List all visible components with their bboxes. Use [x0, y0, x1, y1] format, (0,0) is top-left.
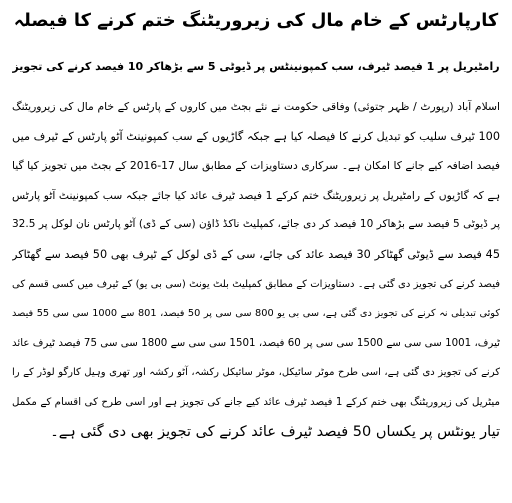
body-line: کرنے کی تجویز دی گئی ہے، اسی طرح موٹر سائیکل، موٹر سائیکل رکشہ، آٹو رکشہ اور تھری وہیل کارگو لوڈر کے را — [12, 367, 500, 379]
article-body — [12, 92, 500, 447]
body-line: ہے کہ گاڑیوں کے رامٹیریل پر زیروریٹنگ ختم کرکے 1 فیصد ٹیرف عائد کیا جائے جبکہ سب کمپونینٹ آٹو پارٹس — [12, 188, 500, 202]
body-line: میٹریل کی زیروریٹنگ بھی ختم کرکے 1 فیصد ٹیرف عائد کیے جانے کی تجویز ہے اور اسی طرح کی اقسام کے مکمل — [12, 395, 500, 408]
body-line: کوئی تبدیلی نہ کرنے کی تجویز دی گئی ہے، سی بی یو 800 سی سی پر 50 فیصد، 801 سے 1000 سی سی 55 فیصد — [12, 308, 500, 320]
body-line: تیار یونٹس پر یکساں 50 فیصد ٹیرف عائد کرنے کی تجویز بھی دی گئی ہے۔ — [50, 423, 500, 440]
body-line: ٹیرف، 1001 سی سی سے 1500 سی سی پر 60 فیصد، 1501 سی سی سے 1800 سی سی 75 فیصد ٹیرف عائد — [12, 336, 500, 349]
subheadline: رامٹیریل پر 1 فیصد ٹیرف، سب کمپونینٹس پر ڈیوٹی 5 سے بڑھاکر 10 فیصد کرنے کی تجویز — [12, 60, 500, 73]
body-line: پر ڈیوٹی 5 فیصد سے بڑھاکر 10 فیصد کر دی جائے، کمپلیٹ ناکڈ ڈاؤن (سی کے ڈی) آٹو پارٹس نان لوکل پر 32.5 — [12, 218, 500, 231]
body-line: 100 ٹیرف سلیب کو تبدیل کرنے کا فیصلہ کیا ہے جبکہ گاڑیوں کے سب کمپونینٹ آٹو پارٹس کے ٹیرف میں — [12, 129, 500, 143]
body-line: فیصد کرنے کی تجویز دی گئی ہے۔ دستاویزات کے مطابق کمپلیٹ بلٹ یونٹ (سی بی یو) کے ٹیرف میں کسی قسم کی — [12, 278, 500, 290]
body-line: 45 فیصد سے ڈیوٹی گھٹاکر 30 فیصد عائد کی جائے، سی کے ڈی لوکل کے ٹیرف بھی 50 فیصد سے گھٹاکر — [12, 247, 500, 261]
headline: کارپارٹس کے خام مال کی زیروریٹنگ ختم کرنے کا فیصلہ — [13, 11, 499, 31]
body-line: فیصد اضافہ کیے جانے کا امکان ہے۔ سرکاری دستاویزات کے مطابق سال 17-2016 کے بجٹ میں تجویز کیا گیا — [12, 159, 500, 173]
body-line: اسلام آباد (رپورٹ / ظہر جتوئی) وفاقی حکومت نے نئے بجٹ میں کاروں کے پارٹس کے خام مال کی زیروریٹنگ — [12, 100, 500, 113]
